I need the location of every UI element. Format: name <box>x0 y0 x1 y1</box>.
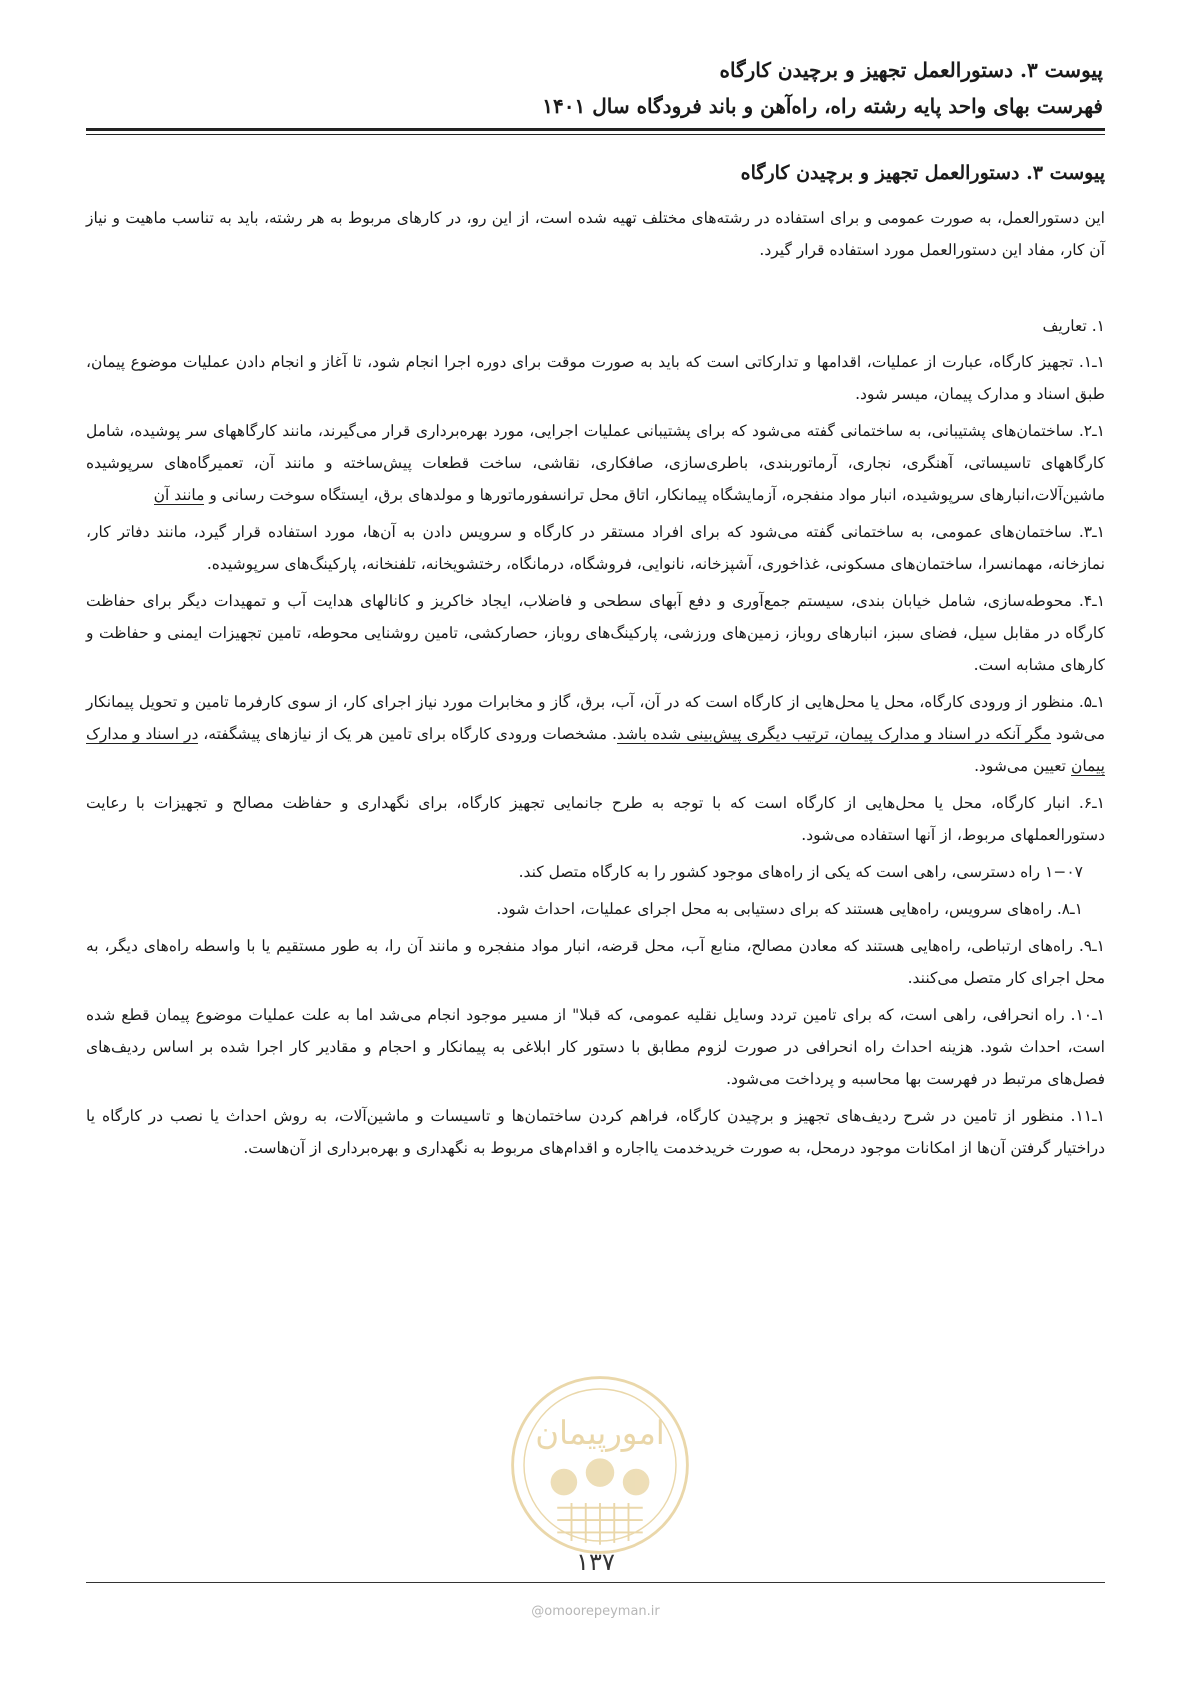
definition-item-5 <box>86 686 1105 782</box>
header-appendix-title: پیوست ۳. دستورالعمل تجهیز و برچیدن کارگاه <box>719 58 1103 82</box>
definition-item-2 <box>86 415 1105 511</box>
definition-item-6: ۱ـ۶. انبار کارگاه، محل یا محل‌هایی از کارگاه است که با توجه به طرح جانمایی تجهیز کارگاه، برای نگهداری و حفاظت مصالح و تجهیزات با رعایت دستورالعملهای مربوط، از آنها استفاده می‌شود. <box>86 794 1105 844</box>
intro-paragraph: این دستورالعمل، به صورت عمومی و برای استفاده در رشته‌های مختلف تهیه شده است، از این رو، در کارهای مربوط به هر رشته، باید به تناسب ماهیت و نیاز آن کار، مفاد این دستورالعمل مورد استفاده قرار گیرد. <box>86 209 1105 259</box>
page-header <box>88 52 1103 124</box>
footer-divider <box>86 1582 1105 1583</box>
definition-item-7: ۱−۰۷ راه دسترسی، راهی است که یکی از راه‌های موجود کشور را به کارگاه متصل کند. <box>518 863 1083 881</box>
watermark-logo-text: امورپیمان <box>535 1414 665 1453</box>
definition-item-5-text-c: تعیین می‌شود. <box>974 757 1071 775</box>
definition-item-5-text-b: . مشخصات ورودی کارگاه برای تامین هر یک از نیازهای پیشگفته، <box>198 725 617 743</box>
definition-item-3: ۱ـ۳. ساختمان‌های عمومی، به ساختمانی گفته می‌شود که برای افراد مستقر در کارگاه و سرویس دادن به آن‌ها، مورد استفاده قرار گیرد، مانند دفاتر کار، نمازخانه، مهمانسرا، ساختمان‌های مسکونی، غذاخوری، آشپزخانه، نانوایی، فروشگاه، درمانگاه، رختشویخانه، تلفنخانه، پارکینگ‌های سرپوشیده. <box>86 523 1105 573</box>
definition-item-8: ۱ـ۸. راه‌های سرویس، راه‌هایی هستند که برای دستیابی به محل اجرای عملیات، احداث شود. <box>496 900 1083 918</box>
definition-item-5-underlined-b: در اسناد و مدارک پیمان <box>86 725 1105 775</box>
definition-item-10: ۱ـ۱۰. راه انحرافی، راهی است، که برای تامین تردد وسایل نقلیه عمومی، که قبلا" از مسیر موجود انجام می‌شد اما به علت عملیات موضوع پیمان قطع شده است، احداث شود. هزینه احداث راه انحرافی در صورت لزوم مطابق با دستور کار ابلاغی به پیمانکار و احجام و مقادیر کار اجرا شده بر اساس ردیف‌های فصل‌های مرتبط در فهرست بها محاسبه و پرداخت می‌شود. <box>86 1006 1105 1088</box>
site-watermark: @omoorepeyman.ir <box>531 1604 660 1619</box>
definition-item-9: ۱ـ۹. راه‌های ارتباطی، راه‌هایی هستند که معادن مصالح، منابع آب، محل قرضه، انبار مواد منفجره و مانند آن را، به طور مستقیم یا با واسطه راه‌های دیگر، به محل اجرای کار متصل می‌کنند. <box>86 937 1105 987</box>
definitions-heading: ۱. تعاریف <box>1042 317 1105 335</box>
definition-item-11: ۱ـ۱۱. منظور از تامین در شرح ردیف‌های تجهیز و برچیدن کارگاه، فراهم کردن ساختمان‌ها و تاسیسات و ماشین‌آلات، به روش احداث یا نصب در کارگاه یا دراختیار گرفتن آن‌ها از امکانات موجود درمحل، به صورت خریدخدمت یااجاره و اقدام‌های مربوط به نگهداری و بهره‌برداری از آن‌هاست. <box>86 1107 1105 1157</box>
definition-item-4: ۱ـ۴. محوطه‌سازی، شامل خیابان بندی، سیستم جمع‌آوری و دفع آبهای سطحی و فاضلاب، ایجاد خاکریز و کانالهای هدایت آب و تمهیدات دیگر برای حفاظت کارگاه در مقابل سیل، فضای سبز، انبارهای روباز، زمین‌های ورزشی، پارکینگ‌های روباز، حصارکشی، تامین روشنایی محوطه، تامین تجهیزات ایمنی و حفاظت و کارهای مشابه است. <box>86 592 1106 674</box>
definition-item-2-text: ۱ـ۲. ساختمان‌های پشتیبانی، به ساختمانی گفته می‌شود که برای پشتیبانی عملیات اجرایی، مورد بهره‌برداری قرار می‌گیرند، مانند کارگاههای سر پوشیده، شامل کارگاههای تاسیساتی، آهنگری، نجاری، آرماتوربندی، باطری‌سازی، صافکاری، نقاشی، ساخت قطعات پیش‌ساخته و مانند آن، تعمیرگاه‌های سرپوشیده ماشین‌آلات،انبارهای سرپوشیده، انبار مواد منفجره، آزمایشگاه پیمانکار، اتاق محل ترانسفورماتورها و مولدهای برق، ایستگاه سوخت رسانی و <box>86 422 1105 504</box>
header-divider <box>86 128 1105 131</box>
header-document-title: فهرست بهای واحد پایه رشته راه، راه‌آهن و باند فرودگاه سال ۱۴۰۱ <box>542 94 1103 118</box>
page-number: ۱۳۷ <box>576 1548 615 1576</box>
document-body <box>86 158 1105 1169</box>
section-title: پیوست ۳. دستورالعمل تجهیز و برچیدن کارگاه <box>740 162 1105 184</box>
definition-item-2-underlined: مانند آن <box>153 486 205 504</box>
definition-item-5-underlined-a: مگر آنکه در اسناد و مدارک پیمان، ترتیب دیگری پیش‌بینی شده باشد <box>616 725 1051 743</box>
header-divider-thin <box>86 134 1105 135</box>
definition-item-5-text-a: ۱ـ۵. منظور از ورودی کارگاه، محل یا محل‌هایی از کارگاه است که در آن، آب، برق، گاز و مخابرات مورد نیاز اجرای کار، از سوی کارفرما تامین و تحویل پیمانکار می‌شود <box>86 693 1105 743</box>
definition-item-1: ۱ـ۱. تجهیز کارگاه، عبارت از عملیات، اقدامها و تدارکاتی است که باید به صورت موقت برای دوره اجرا انجام شود، تا آغاز و انجام دادن عملیات موضوع پیمان، طبق اسناد و مدارک پیمان، میسر شود. <box>86 353 1105 403</box>
watermark-seal <box>505 1370 695 1560</box>
